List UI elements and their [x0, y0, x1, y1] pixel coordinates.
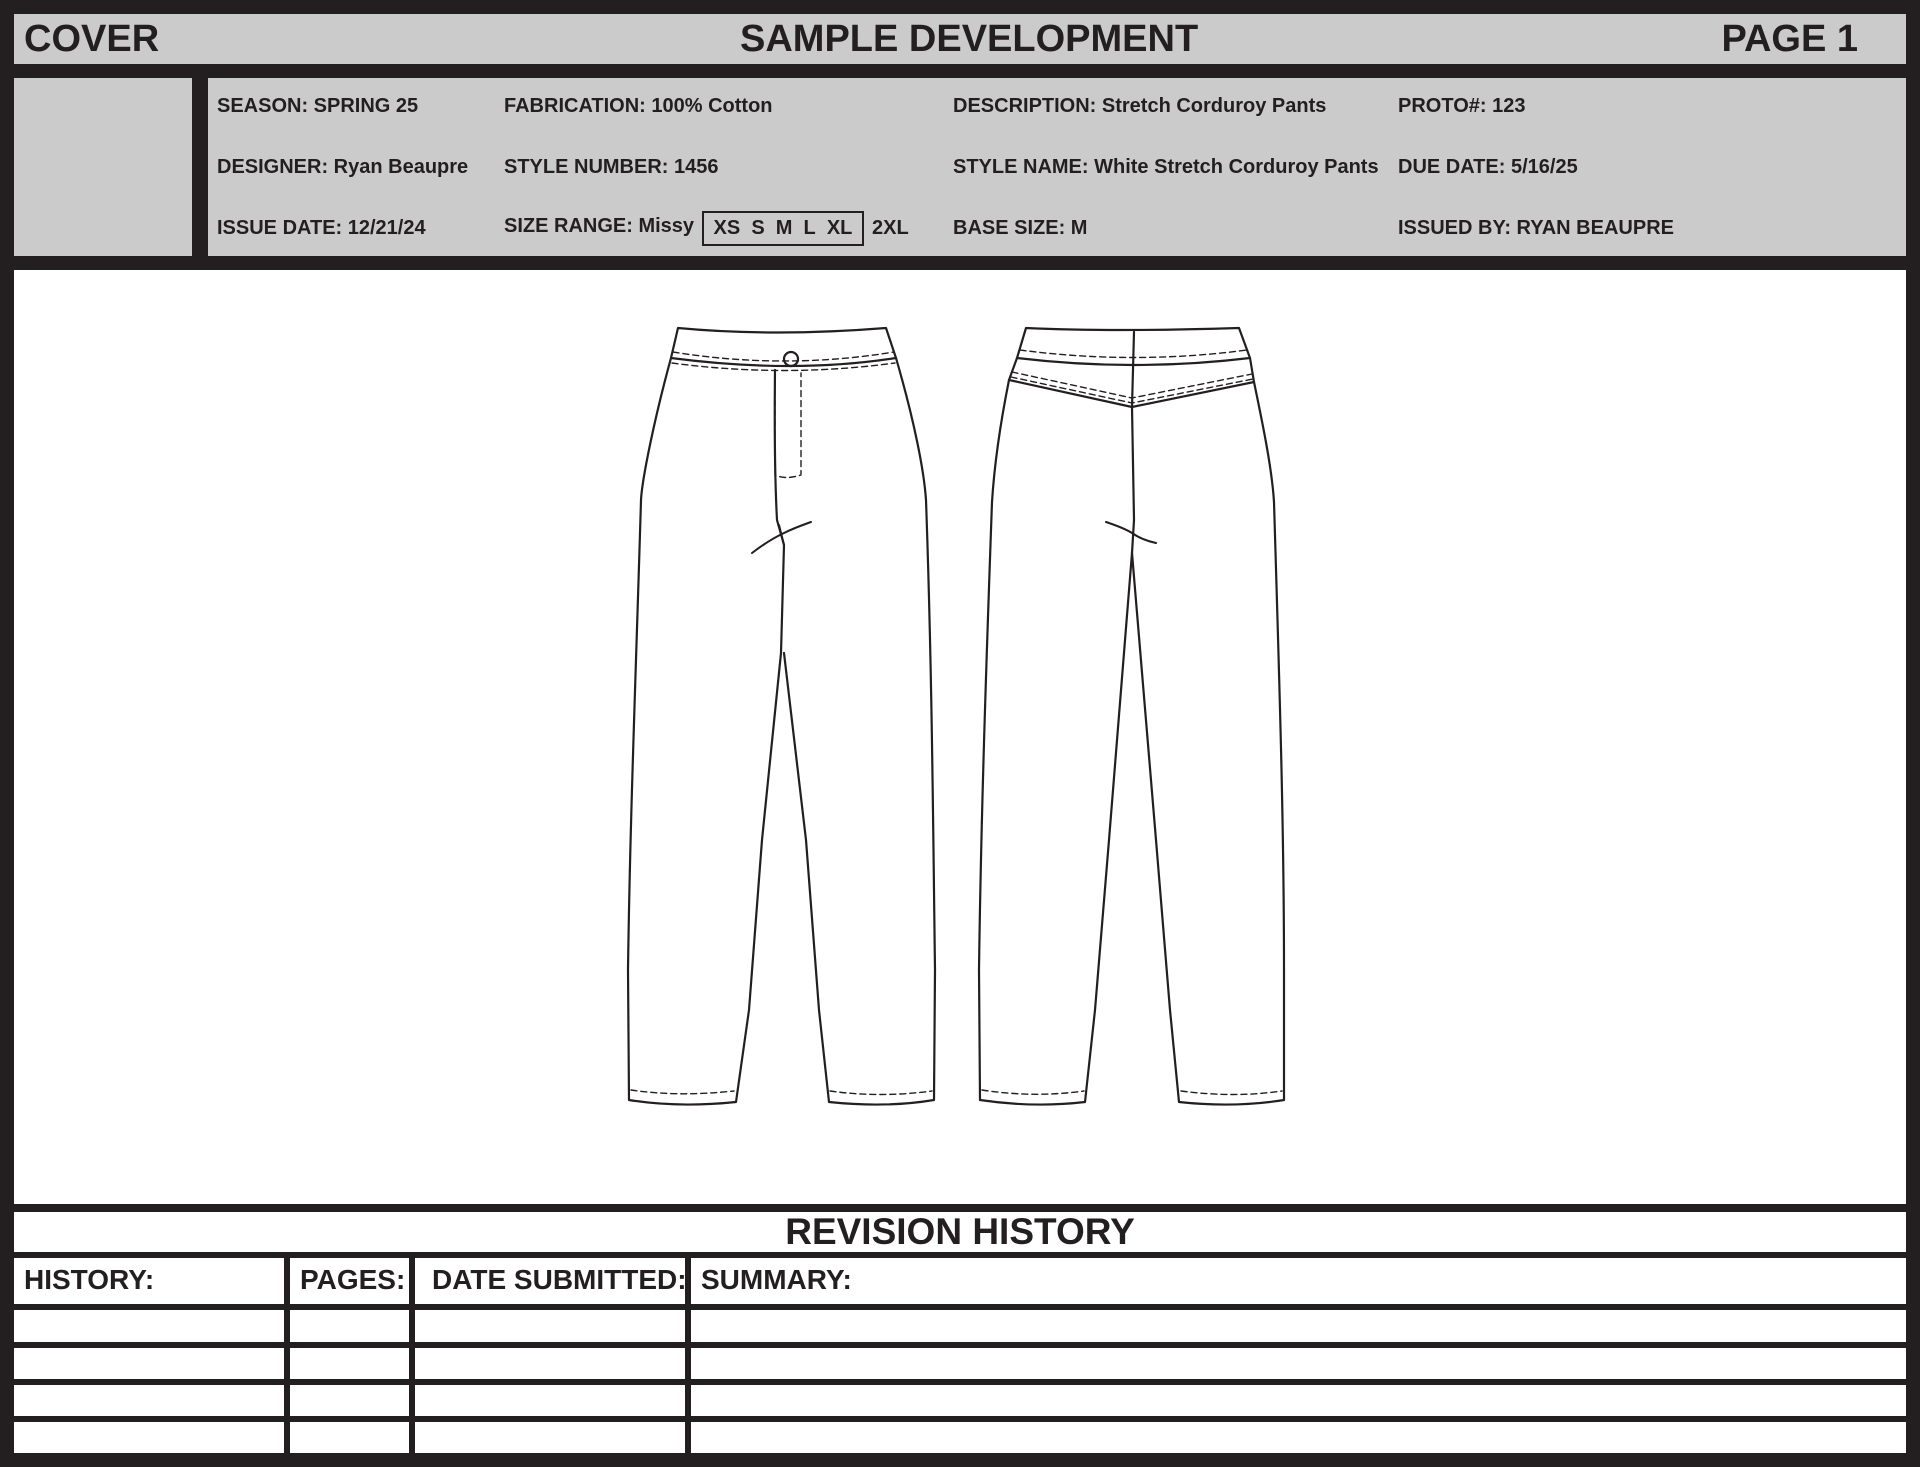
table-cell[interactable] — [691, 1310, 1906, 1342]
table-cell[interactable] — [290, 1310, 409, 1342]
size-option: S — [751, 217, 765, 239]
size-option: L — [803, 217, 816, 239]
size-option: XL — [826, 217, 853, 239]
size-range-box — [702, 211, 864, 246]
logo-placeholder — [14, 78, 192, 256]
season-field: SEASON: SPRING 25 — [217, 95, 419, 117]
fabrication-field: FABRICATION: 100% Cotton — [504, 95, 773, 117]
pants-flat-sketch — [14, 270, 1906, 1204]
table-cell[interactable] — [290, 1422, 409, 1453]
issued-by-field: ISSUED BY: RYAN BEAUPRE — [1398, 217, 1674, 239]
col-header-date-submitted: DATE SUBMITTED: — [415, 1258, 685, 1304]
table-cell[interactable] — [14, 1422, 284, 1453]
page-number: PAGE 1 — [1721, 18, 1858, 60]
table-cell[interactable] — [14, 1348, 284, 1379]
revision-history-title: REVISION HISTORY — [14, 1212, 1906, 1252]
col-header-history: HISTORY: — [14, 1258, 284, 1304]
table-cell[interactable] — [415, 1422, 685, 1453]
table-cell[interactable] — [14, 1310, 284, 1342]
spec-info-panel — [208, 78, 1906, 256]
table-cell[interactable] — [290, 1385, 409, 1416]
style-number-field: STYLE NUMBER: 1456 — [504, 156, 719, 178]
table-cell[interactable] — [415, 1385, 685, 1416]
table-cell[interactable] — [691, 1385, 1906, 1416]
proto-field: PROTO#: 123 — [1398, 95, 1526, 117]
base-size-field: BASE SIZE: M — [953, 217, 1088, 239]
table-cell[interactable] — [415, 1310, 685, 1342]
size-option: XS — [713, 217, 741, 239]
designer-field: DESIGNER: Ryan Beaupre — [217, 156, 469, 178]
size-range-field: SIZE RANGE: Missy — [504, 215, 695, 237]
col-header-summary: SUMMARY: — [691, 1258, 1906, 1304]
pants-back-view — [979, 328, 1284, 1105]
due-date-field: DUE DATE: 5/16/25 — [1398, 156, 1578, 178]
flat-sketch-area — [14, 270, 1906, 1204]
pants-front-view — [628, 328, 935, 1105]
issue-date-field: ISSUE DATE: 12/21/24 — [217, 217, 426, 239]
table-cell[interactable] — [691, 1422, 1906, 1453]
page-title: SAMPLE DEVELOPMENT — [740, 18, 1199, 60]
size-option: M — [775, 217, 793, 239]
style-name-field: STYLE NAME: White Stretch Corduroy Pants — [953, 156, 1379, 178]
table-cell[interactable] — [14, 1385, 284, 1416]
header-bar — [14, 14, 1906, 64]
table-cell[interactable] — [290, 1348, 409, 1379]
description-field: DESCRIPTION: Stretch Corduroy Pants — [953, 95, 1327, 117]
size-extra: 2XL — [872, 217, 909, 239]
col-header-pages: PAGES: — [290, 1258, 409, 1304]
section-title: COVER — [24, 18, 160, 60]
table-cell[interactable] — [691, 1348, 1906, 1379]
table-cell[interactable] — [415, 1348, 685, 1379]
